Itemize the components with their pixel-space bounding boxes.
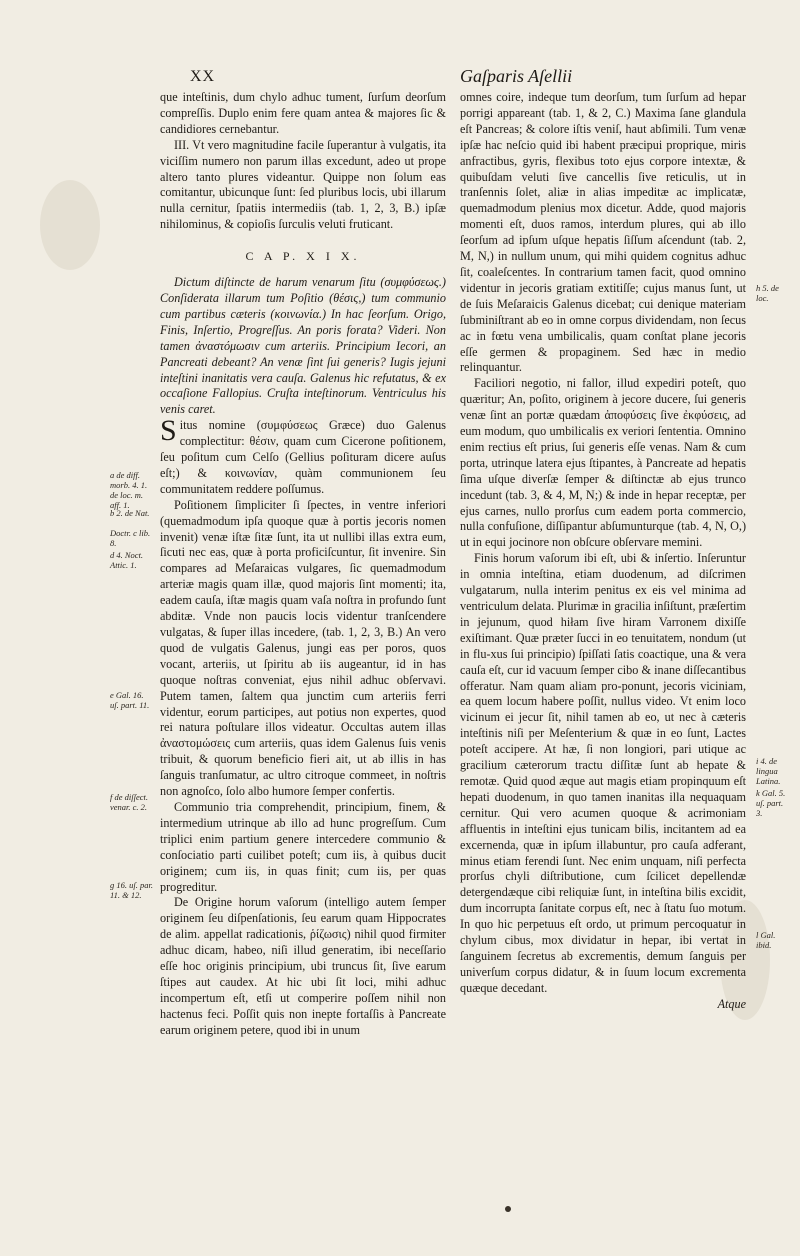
- running-title: Gaſparis Aſellii: [460, 66, 573, 86]
- catchword: Atque: [717, 996, 746, 1011]
- paragraph: Faciliori negotio, ni fallor, illud expediri poteſt, quo quæritur; An, poſito, originem à jecore ducere, ſui generis venæ ſint an portæ quædam ἀποφύσεις ſive ἐκφύσεις, ad eum modum, quo umbilicalis ex veriori ſententia. Omnino enim rectius eſt prius, ſui generis eſſe venas. Nam & cum porta, utrinque latera ejus ſtipantes, à Pancreate ad hepatis ſima uſque diverſæ ſemper & diſtinctæ ab ejus trunco incedunt (tab. 3, & 4, M, N;) & inde in hepar receptæ, per ejus carnes, nullo prorſus cum eadem porta commercio, nulla confuſione, diſſipantur abſumunturque (tab. 4, N, O,) ut in equi jocinore non obſcure obſervare memini.: [460, 376, 746, 550]
- paragraph: Situs nomine (συμφύσεως Græce) duo Galenus complectitur: θέσιν, quam cum Cicerone poſitionem, ſeu poſitum cum Celſo (Gellius poſituram dicere auſus eſt;) & κοινωνίαν, quàm communionem ſeu communitatem reddere poſſumus.: [160, 414, 446, 496]
- margin-note: Doctr. c lib. 8.: [110, 528, 151, 548]
- margin-note: k Gal. 5. uſ. part. 3.: [756, 788, 786, 818]
- margin-note: h 5. de loc.: [756, 283, 779, 303]
- paragraph: Poſitionem ſimpliciter ſi ſpectes, in ventre inferiori (quemadmodum ipſa quoque quæ à portis jecoris nomen invenit) venæ iſtæ ſitæ ſunt, ita ut nullibi illas extra eum, ſicuti nec eas, quæ à porta proficiſcuntur, ſit invenire. Sin compares ad Meſaraicas vulgares, ſic quemadmodum arteriæ magis quam illæ, quod majoris ſint momenti; ita, eadem cauſa, iſtæ magis quam vaſa noſtra in profundo ſunt abditæ. Vnde non paucis locis videntur tranſcendere vulgatas, & ſuper illas incedere, (tab. 1, 2, 3, B.) An vero quod de vulgatis Galenus, jungi eas per poros, quos vocant, arteriis, ut ſpiritu ab iis augeantur, id in has quoque noſtras conveniat, ejus nihil adhuc obſervavi. Putem tamen, ſaltem qua junctim cum arteriis ferri videntur, eorum participes, aut potius non expertes, quod rei natura poſtulare illos videatur. Occultas autem illas ἀναστομώσεις cum arteriis, quas idem Galenus ſuis venis tribuit, & quorum beneficio fieri ait, ut ab illis in has ſanguis tranſumatur, ac ultro citroque commeet, in noſtris non agnoſco, ſolo albo humore ſemper confertis.: [160, 497, 446, 799]
- running-head: [190, 66, 770, 90]
- paragraph: que inteſtinis, dum chylo adhuc tument, ſurſum deorſum compreſſis. Duplo enim fere quam antea & majores ſic & candidiores cernebantur.: [160, 90, 446, 136]
- chapter-heading: C A P. X I X.: [245, 249, 361, 264]
- paragraph: De Origine horum vaſorum (intelligo autem ſemper originem ſeu diſpenſationis, ſeu earum quam Hippocrates de alim. appellat radicationis, ῥίζωσις) nihil quod firmiter adhuc dicam, habeo, niſi illud generatim, ibi neceſſario eſſe hoc originis principium, ubi truncus ſit, ſive earum ſtipes aut caudex. At hic ubi ſit loci, mihi adhuc incompertum eſt, etſi ut comperire poſſem nihil non hactenus feci. Poſſit quis non inepte fortaſſis à Pancreate earum originem petere, quod ibi in unum: [160, 895, 446, 1037]
- margin-note: e Gal. 16. uſ. part. 11.: [110, 690, 150, 710]
- chapter-summary: Dictum diſtincte de harum venarum ſitu (συμφύσεως.) Conſiderata illarum tum Poſitio (θέσις,) tum communio cum partibus cæteris (κοινωνία.) In hac ſeorſum. Origo, Finis, Inſertio, Progreſſus. An poris forata? Videri. Non tamen ἀναστόμωσιν cum arteriis. Principium Iecori, an Pancreati debeant? An venæ ſint ſui generis? Iugis jejuni inteſtini inanitatis vera cauſa. Galenus hic refutatus, & ex occaſione Fallopius. Cruſta inteſtinorum. Ventriculus his venis caret.: [160, 275, 446, 417]
- margin-note: l Gal. ibid.: [756, 930, 776, 950]
- margin-note: d 4. Noct. Attic. 1.: [110, 550, 144, 570]
- paragraph: omnes coire, indeque tum deorſum, tum ſurſum ad hepar porrigi appareant (tab. 1, & 2, C.) Maxima ſane glandula eſt Pancreas; & colore iſtis veniſ, haut abſimili. Tum venæ ipſæ hac neſcio quid ibi habent præcipui proprique, miris anfractibus, gyris, flexibus toto ejus corpore intextæ, & quibuſdam veluti ſive cancellis ſive reticulis, ut in tranſennis ſolet, aliæ in alias impeditæ ac implicatæ, quemadmodum plenius mox dicetur. Adde, quod majoris momenti eſt, duos ramos, interdum plures, qui ab illo ſeorſum ad ipſum uſque hepatis ſiſſum aſcendunt (tab. 2, M, N,) in nullum unum, qui mihi quidem cognitus adhuc ſit, coaleſcentes. In contrarium tamen facit, quod omnino videntur in jecoris gratiam extitiſſe; cujus manus ſunt, ut de ſuis Meſaraicis Galenus dicebat; cui denique materiam ſubminiſtrant ab eo in omne corpus dividendam, non ſecus ac in fœtu vena umbilicalis, quam conſtat plane jecoris eſſe germen & propaginem. Sed hæc in medio relinquantur.: [460, 90, 746, 375]
- ink-spot: [505, 1206, 511, 1212]
- margin-note: a de diff. morb. 4. 1. de loc. m. aff. 1.: [110, 470, 148, 510]
- paragraph: Communio tria comprehendit, principium, finem, & intermedium utrinque ab illo ad hunc progreſſum. Cum triplici enim partium genere intercedere communio & conſociatio parti cuilibet poteſt; cum iis, à quibus ducit originem; cum iis, in quas finit; cum iis, per quas progreditur.: [160, 799, 446, 894]
- left-column: [160, 90, 446, 1039]
- page-number: XX: [190, 68, 216, 85]
- margin-note: i 4. de lingua Latina.: [756, 756, 781, 786]
- right-column: [460, 90, 746, 1013]
- paper-stain: [40, 180, 100, 270]
- margin-note: b 2. de Nat.: [110, 508, 150, 518]
- margin-note: f de diſſect. venar. c. 2.: [110, 792, 149, 812]
- margin-note: g 16. uſ. par. 11. & 12.: [110, 880, 153, 900]
- paragraph: Finis horum vaſorum ibi eſt, ubi & inſertio. Inſeruntur in omnia inteſtina, etiam duodenum, ad diſcrimen vulgatarum, nulla interim penitus ex eis vel minima ad ventriculum delata. Plurimæ in gracilia inſiſtunt, præſertim in jejunum, quod hiłam ſive hiram Varronem dixiſſe exiſtimant. Quæ præter ſucci in eo tenuitatem, nondum (ut in flu-xus ſui principio) ſpiſſati ſatis coactique, una & vera cauſa eſt, cur id vacuum ſemper cibo & inane diſſecantibus offeratur. Nam quam aliam pro-ponunt, jecoris viciniam, ea quem locum habere poſſit, nullus video. Vt enim loco vicinum ei jecur ſit, nihil tamen ab eo, ut nec à cæteris inteſtinis niſi per Meſenterium & quæ in eo ſunt, Lactes poteſt accipere. At hæ, ſi non longiori, pari utique ac gracilium cæterorum tractu diſſitæ ſunt ab hepate & remotæ. Quid quod æque aut magis etiam propinquum eſt hepati duodenum, in quo tamen inanitas illa nequaquam cernitur. Qui vero acumen quoque & acrimoniam affluentis in inteſtini ejus tunicam bilis, incitantem ad ea excernenda, quæ in ipſum illabuntur, pro cauſa adferant, minus etiam ferendi ſunt. Nec enim unquam, niſi perfecta prorſus chyli diſtributione, cum ſcilicet depellendæ detergendæque cibi reliquiæ ſunt, in inteſtina bilis excidit, dum incorrupta ſanitate corpus eſt, nec à ſtatu ſuo motum. In quo hic perpetuus eſt ordo, ut primum percoquatur in chylum cibus, mox dividatur in hepar, ibi vertat in ſanguinem ſecretus ab excrementis, demum ſanguis per univerſum corpus didatur, & in ſuum locum excrementa quæque decedant.: [460, 551, 746, 995]
- paragraph: III. Vt vero magnitudine facile ſuperantur à vulgatis, ita viciſſim numero non parum illas excedunt, adeo ut prope altero tanto plures videantur. Quippe non ſolum eas comitantur, ubicunque ſunt: ſed pluribus locis, ubi illarum nulla cernitur, ſpatiis intermediis (tab. 1, 2, 3, B.) ipſæ nihilominus, & copioſis ſurculis veluti fruticant.: [160, 137, 446, 232]
